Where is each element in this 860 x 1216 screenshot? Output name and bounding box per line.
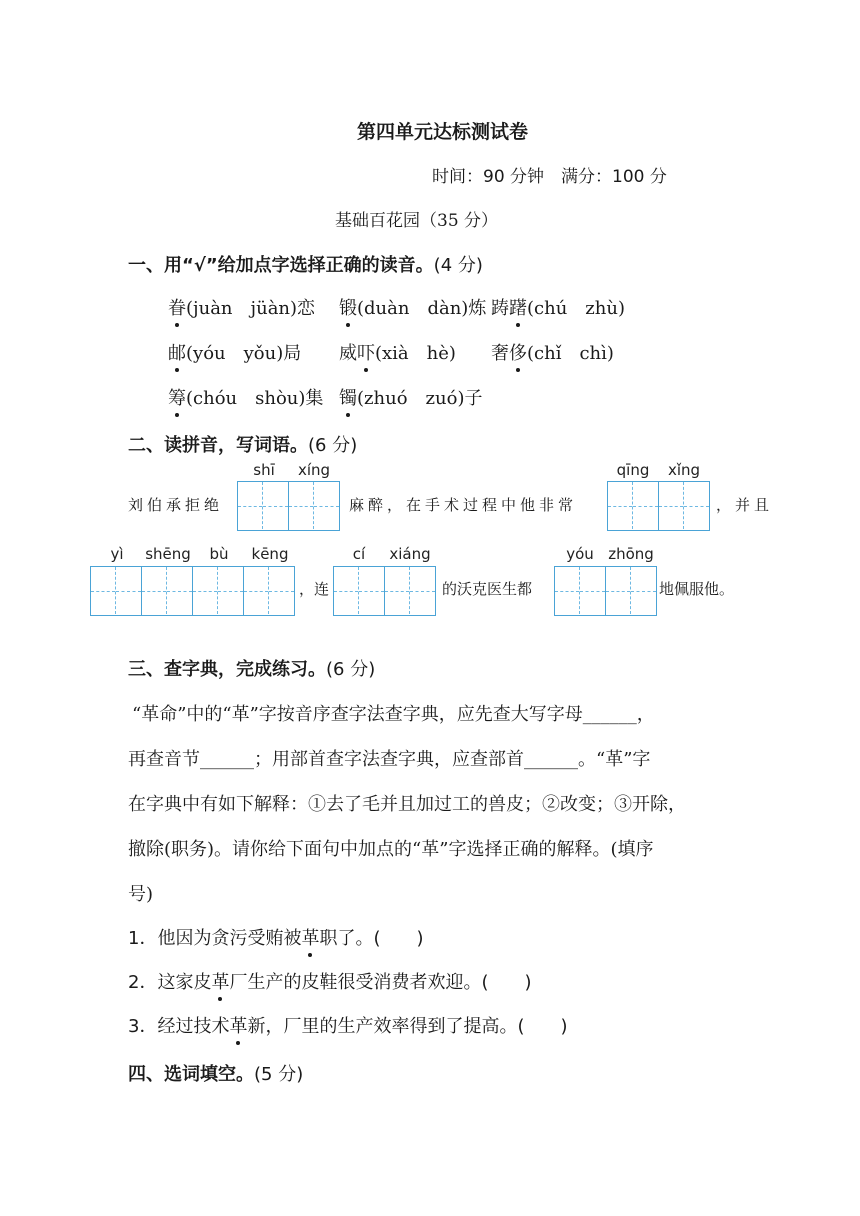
dotted-char: 眷 xyxy=(168,294,186,320)
pinyin-label: shēng xyxy=(145,545,191,563)
pinyin-label: xíng xyxy=(297,461,331,479)
q3-points: (6 分) xyxy=(326,659,376,680)
q2-points: (6 分) xyxy=(308,435,358,456)
pinyin-label: qīng xyxy=(616,461,650,479)
q2-heading xyxy=(128,431,357,457)
q2-text-4: ，连 xyxy=(299,580,330,598)
word-tail: 恋 xyxy=(297,298,316,319)
pinyin-label: bù xyxy=(209,545,229,563)
q1-heading xyxy=(128,251,483,277)
q3-paragraph-line: 再查音节______；用部首查字法查字典，应查部首______。“革”字 xyxy=(128,749,651,770)
dotted-char: 革 xyxy=(229,1012,247,1038)
item-text: 1．他因为贪污受贿被 xyxy=(128,928,302,949)
q3-paragraph-line: 在字典中有如下解释：①去了毛并且加过工的兽皮；②改变；③开除， xyxy=(128,794,686,815)
q1-item-7[interactable] xyxy=(168,384,323,410)
q3-item-2[interactable] xyxy=(128,968,532,994)
q3-item-3[interactable] xyxy=(128,1012,568,1038)
pinyin-label: yì xyxy=(110,545,124,563)
dotted-char: 躇 xyxy=(509,294,527,320)
word-tail: 子 xyxy=(464,388,483,409)
item-text: 新，厂里的生产效率得到了提高。( ) xyxy=(247,1016,568,1037)
dotted-char: 革 xyxy=(301,924,319,950)
q2-text-3: ，并且 xyxy=(716,496,774,514)
q3-paragraph-line: 撤除(职务)。请你给下面句中加点的“革”字选择正确的解释。(填序 xyxy=(128,839,654,860)
q2-text-6: 地佩服他。 xyxy=(659,580,735,598)
pinyin-label: kēng xyxy=(251,545,289,563)
q2-text-5: 的沃克医生都 xyxy=(442,580,533,598)
pinyin-label: xiáng xyxy=(389,545,431,563)
answer-box-yishengbukeng[interactable] xyxy=(90,566,295,616)
q2-heading-text: 二、读拼音，写词语。 xyxy=(128,435,308,456)
q4-heading xyxy=(128,1060,303,1086)
answer-box-qingxing[interactable] xyxy=(607,481,710,531)
item-text: 职了。( ) xyxy=(319,928,424,949)
q1-item-8[interactable] xyxy=(339,384,482,410)
pinyin-options: (chóu shòu) xyxy=(186,388,306,409)
q3-paragraph-line: 号) xyxy=(128,884,154,905)
pinyin-options: (zhuó zuó) xyxy=(357,388,465,409)
pinyin-options: (duàn dàn) xyxy=(357,298,469,319)
pinyin-options: (chú zhù) xyxy=(527,298,625,319)
q1-item-2[interactable] xyxy=(339,294,486,320)
dotted-char: 侈 xyxy=(509,339,527,365)
answer-box-cixiang[interactable] xyxy=(333,566,436,616)
page-title: 第四单元达标测试卷 xyxy=(357,121,529,143)
answer-box-youzhong[interactable] xyxy=(554,566,657,616)
q3-item-1[interactable] xyxy=(128,924,424,950)
pinyin-label: cí xyxy=(352,545,366,563)
dotted-char: 锻 xyxy=(339,294,357,320)
dotted-char: 镯 xyxy=(339,384,357,410)
dotted-char: 邮 xyxy=(168,339,186,365)
q3-heading xyxy=(128,655,375,681)
pinyin-options: (juàn jüàn) xyxy=(186,298,298,319)
q4-points: (5 分) xyxy=(254,1064,304,1085)
q1-item-4[interactable] xyxy=(168,339,301,365)
q1-item-1[interactable] xyxy=(168,294,315,320)
word-head: 奢 xyxy=(491,343,509,364)
section-title: 基础百花园（35 分） xyxy=(335,211,499,231)
pinyin-label: yóu xyxy=(566,545,594,563)
word-tail: 炼 xyxy=(468,298,487,319)
q1-item-3[interactable] xyxy=(491,294,625,320)
word-head: 踌 xyxy=(491,298,509,319)
dotted-char: 筹 xyxy=(168,384,186,410)
pinyin-label: shī xyxy=(253,461,275,479)
pinyin-options: (yóu yǒu) xyxy=(186,343,284,364)
q1-item-6[interactable] xyxy=(491,339,614,365)
word-head: 威 xyxy=(339,343,357,364)
pinyin-label: zhōng xyxy=(608,545,654,563)
q2-text-1: 刘伯承拒绝 xyxy=(128,496,224,514)
pinyin-options: (xià hè) xyxy=(375,343,456,364)
dotted-char: 吓 xyxy=(357,339,375,365)
q3-heading-text: 三、查字典，完成练习。 xyxy=(128,659,326,680)
answer-box-shixing[interactable] xyxy=(237,481,340,531)
q1-points: (4 分) xyxy=(433,255,483,276)
q1-heading-text: 一、用“√”给加点字选择正确的读音。 xyxy=(128,255,434,276)
q1-item-5[interactable] xyxy=(339,339,456,365)
q3-paragraph-line: “革命”中的“革”字按音序查字法查字典，应先查大写字母______， xyxy=(132,704,655,725)
pinyin-options: (chǐ chì) xyxy=(527,343,614,364)
pinyin-label: xǐng xyxy=(667,461,701,479)
q2-text-2: 麻醉，在手术过程中他非常 xyxy=(349,496,578,514)
word-tail: 局 xyxy=(283,343,302,364)
item-text: 厂生产的皮鞋很受消费者欢迎。( ) xyxy=(229,972,532,993)
q4-heading-text: 四、选词填空。 xyxy=(128,1064,254,1085)
dotted-char: 革 xyxy=(211,968,229,994)
exam-time-score: 时间：90 分钟 满分：100 分 xyxy=(432,167,667,187)
word-tail: 集 xyxy=(305,388,324,409)
item-text: 3．经过技术 xyxy=(128,1016,230,1037)
item-text: 2．这家皮 xyxy=(128,972,212,993)
